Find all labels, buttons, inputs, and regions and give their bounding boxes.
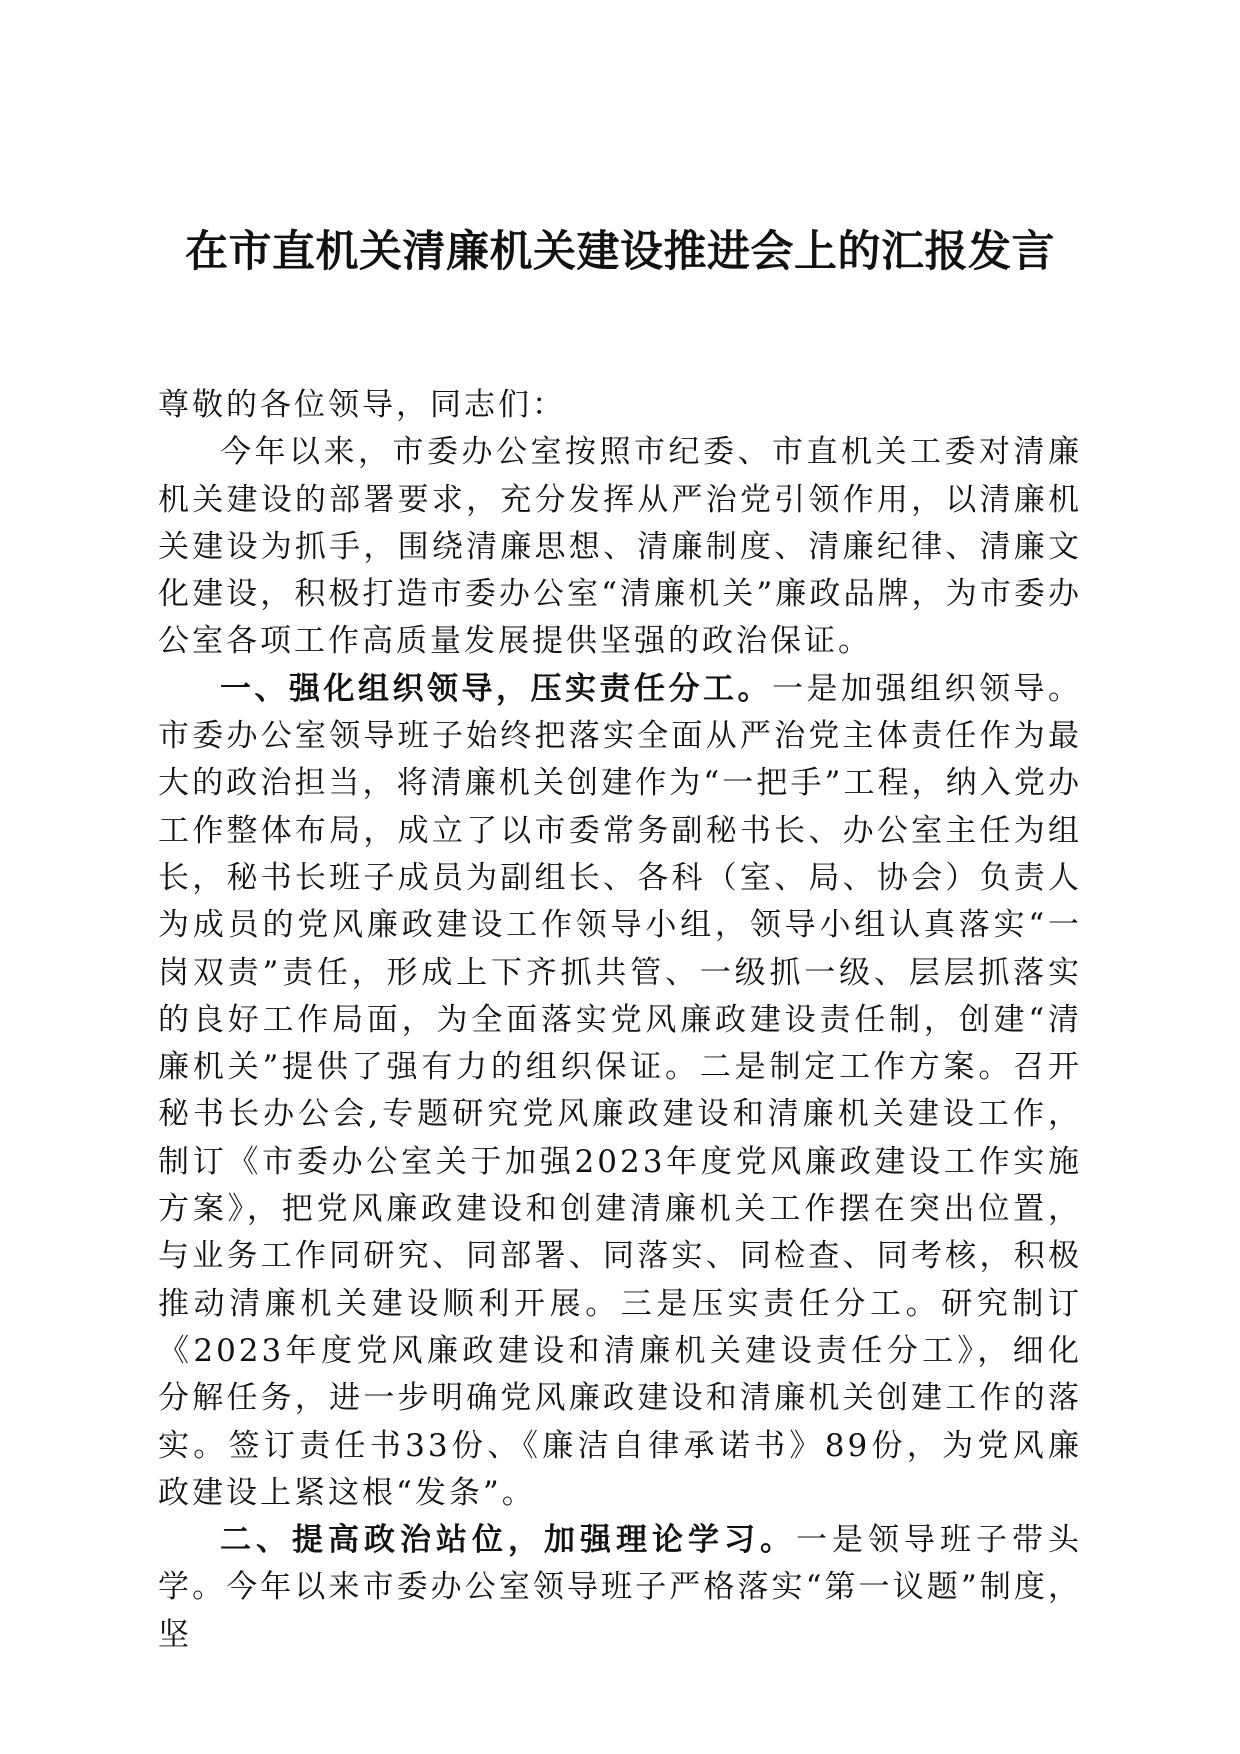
document-body bbox=[158, 382, 1082, 1659]
section-2-paragraph bbox=[158, 1517, 1082, 1659]
document-title: 在市直机关清廉机关建设推进会上的汇报发言 bbox=[185, 227, 1055, 277]
section-1-heading: 一、强化组织领导，压实责任分工。 bbox=[220, 670, 772, 707]
section-2-text: 一是领导班子带头学。今年以来市委办公室领导班子严格落实“第一议题”制度，坚 bbox=[158, 1522, 1082, 1653]
salutation: 尊敬的各位领导，同志们： bbox=[158, 387, 566, 423]
section-1-paragraph bbox=[158, 666, 1082, 1517]
intro-paragraph: 今年以来，市委办公室按照市纪委、市直机关工委对清廉机关建设的部署要求，充分发挥从严治党引领作用，以清廉机关建设为抓手，围绕清廉思想、清廉制度、清廉纪律、清廉文化建设，积极打造市委办公室“清廉机关”廉政品牌，为市委办公室各项工作高质量发展提供坚强的政治保证。 bbox=[158, 434, 1082, 660]
document-page bbox=[158, 0, 1082, 1754]
section-2-heading: 二、提高政治站位，加强理论学习。 bbox=[220, 1522, 796, 1559]
section-1-text: 一是加强组织领导。市委办公室领导班子始终把落实全面从严治党主体责任作为最大的政治担当，将清廉机关创建作为“一把手”工程，纳入党办工作整体布局，成立了以市委常务副秘书长、办公室主任为组长，秘书长班子成员为副组长、各科（室、局、协会）负责人为成员的党风廉政建设工作领导小组，领导小组认真落实“一岗双责”责任，形成上下齐抓共管、一级抓一级、层层抓落实的良好工作局面，为全面落实党风廉政建设责任制，创建“清廉机关”提供了强有力的组织保证。二是制定工作方案。召开秘书长办公会,专题研究党风廉政建设和清廉机关建设工作，制订《市委办公室关于加强2023年度党风廉政建设工作实施方案》，把党风廉政建设和创建清廉机关工作摆在突出位置，与业务工作同研究、同部署、同落实、同检查、同考核，积极推动清廉机关建设顺利开展。三是压实责任分工。研究制订《2023年度党风廉政建设和清廉机关建设责任分工》，细化分解任务，进一步明确党风廉政建设和清廉机关创建工作的落实。签订责任书33份、《廉洁自律承诺书》89份，为党风廉政建设上紧这根“发条”。 bbox=[158, 670, 1082, 1511]
